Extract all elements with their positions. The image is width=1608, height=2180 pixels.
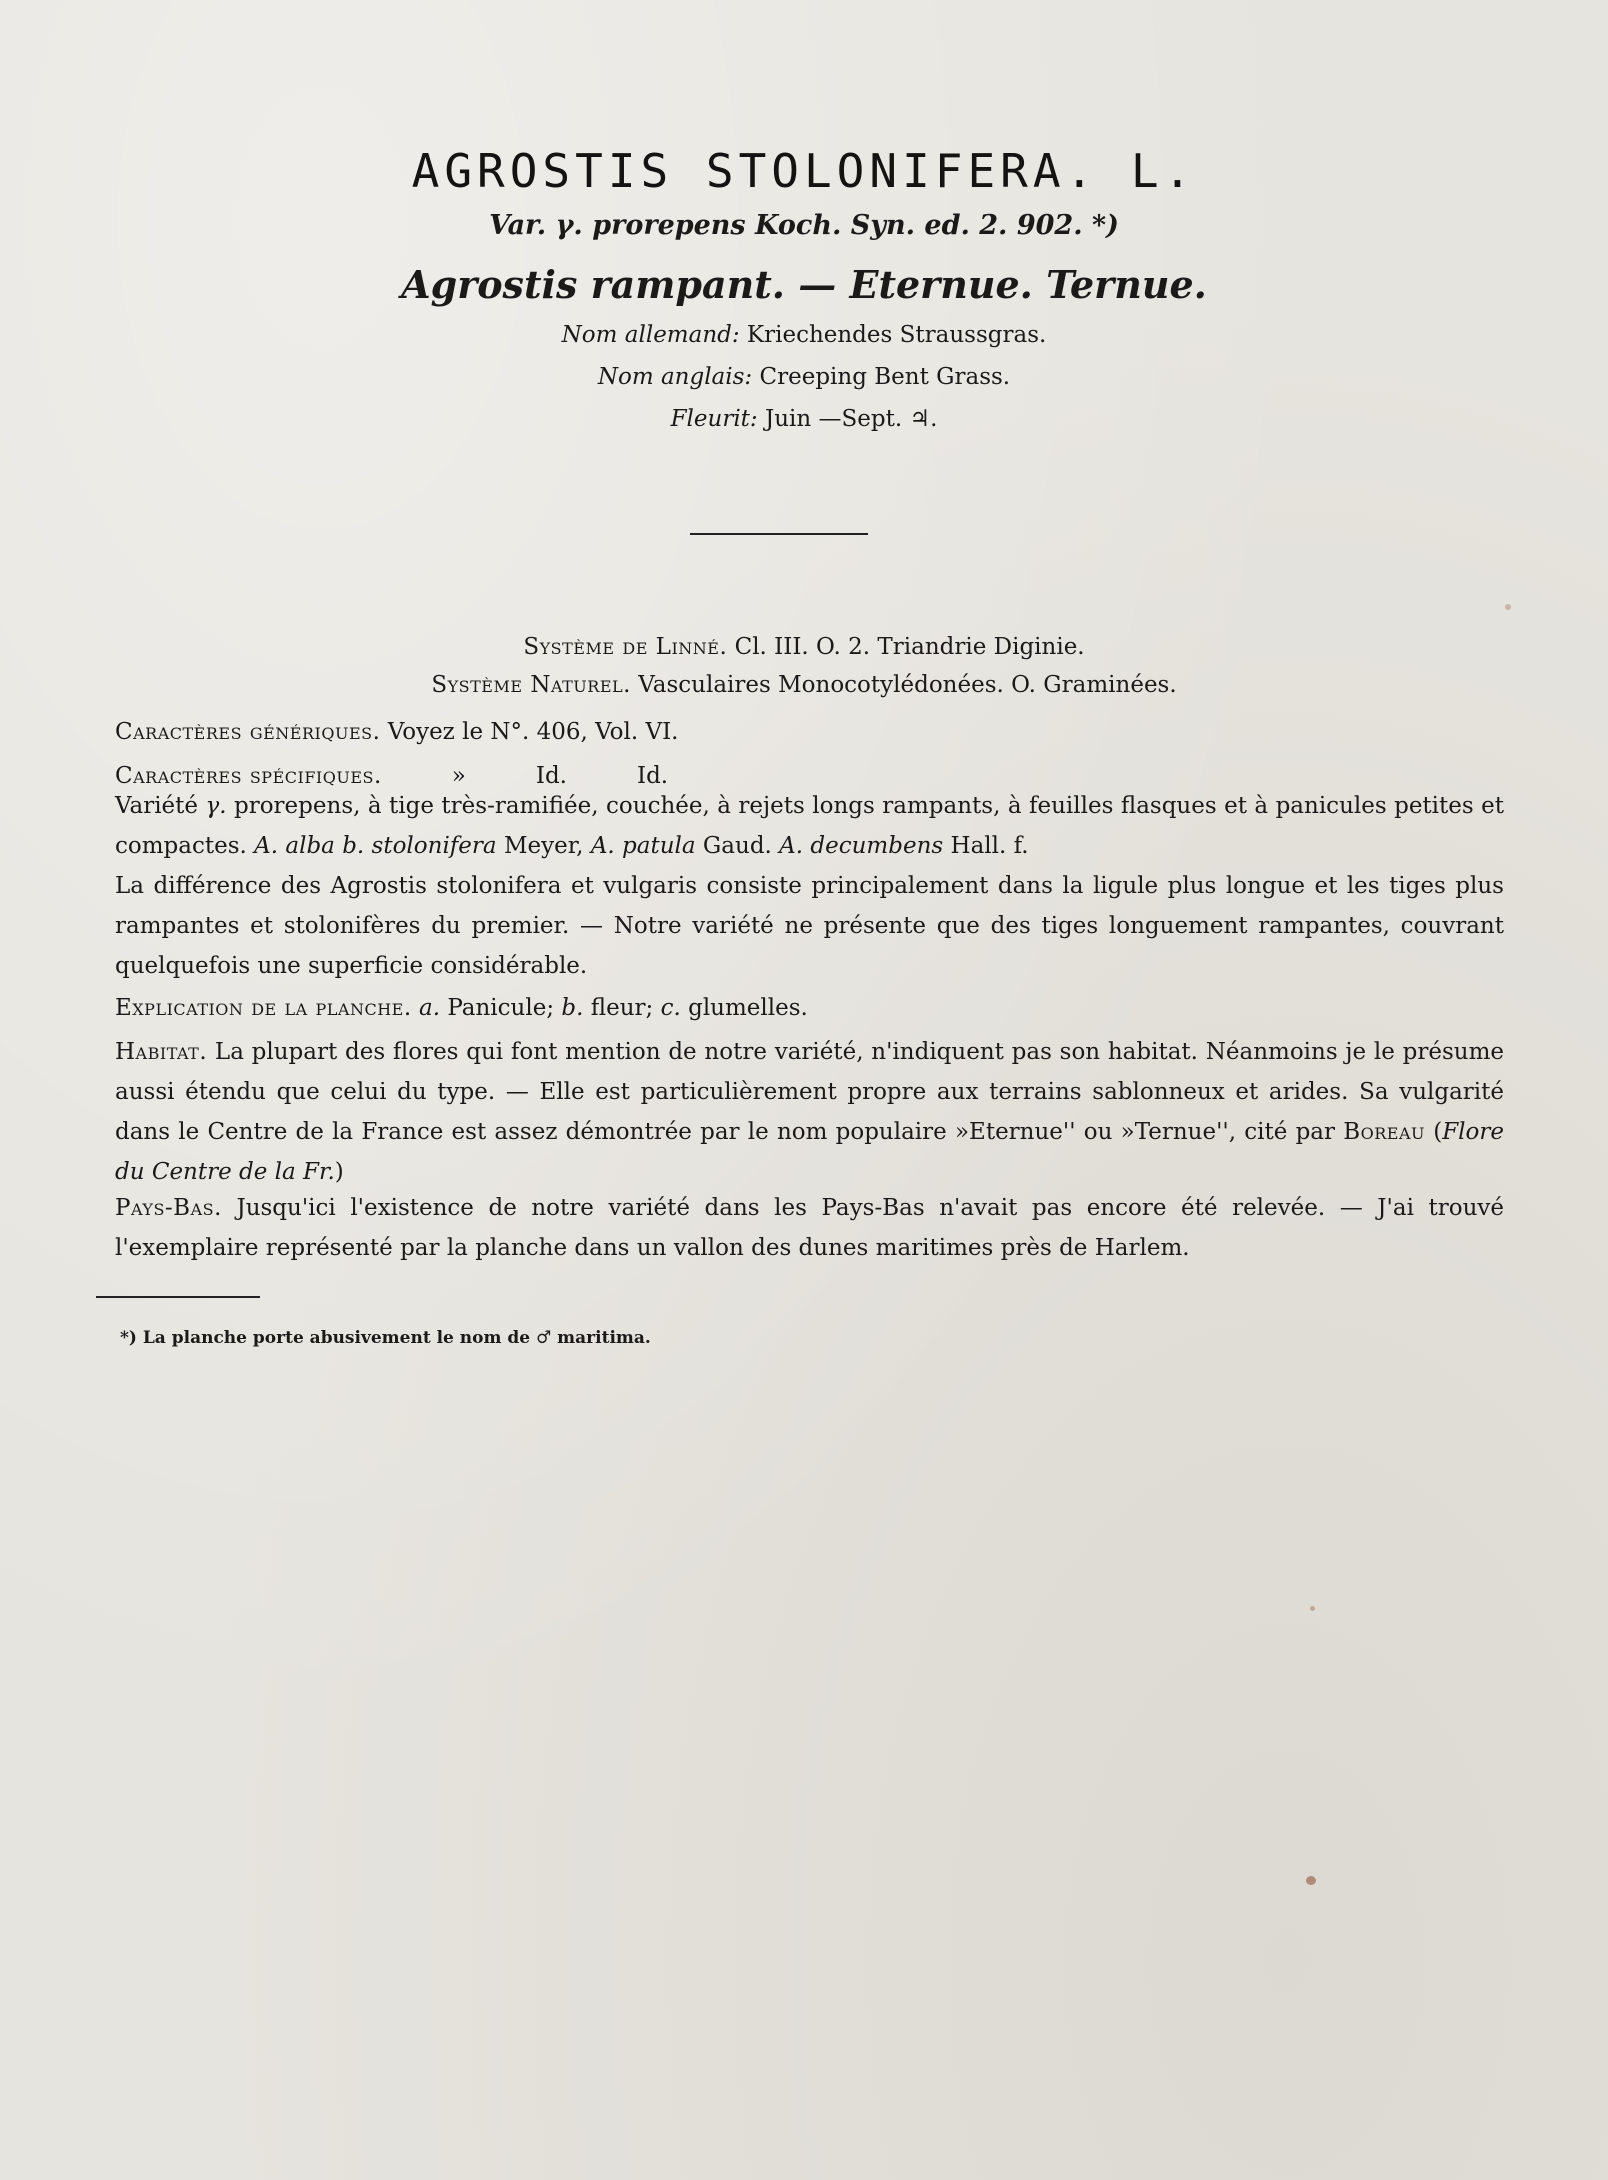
german-name-value: Kriechendes Straussgras.	[746, 322, 1047, 348]
variety-text-c: Meyer,	[496, 833, 591, 859]
footnote-divider	[96, 1296, 260, 1298]
plate-b-letter: b.	[561, 995, 584, 1021]
natural-system-line	[0, 672, 1608, 698]
plate-c-letter: c.	[660, 995, 681, 1021]
footnote: *) La planche porte abusivement le nom de ♂ maritima.	[120, 1328, 651, 1348]
flowering-label: Fleurit:	[670, 406, 758, 432]
habitat-author: Boreau	[1343, 1119, 1426, 1145]
plate-a-text: Panicule;	[440, 995, 562, 1021]
foxing-spot	[1306, 1876, 1316, 1885]
variety-patula: A. patula	[590, 833, 696, 859]
variety-gamma: γ.	[205, 793, 227, 819]
french-name: Agrostis rampant. — Eternue. Ternue.	[401, 262, 1207, 307]
habitat-paragraph: Habitat. La plupart des flores qui font mention de notre variété, n'indiquent pas son habitat. Néanmoins je le présume aussi étendu que celui du type. — Elle est particulièrement propre aux terrains sablonneux et arides. Sa vulgarité dans le Centre de la France est assez démontrée par le nom populaire »Eternue'' ou »Ternue'', cité par Boreau (Flore du Centre de la Fr.)	[115, 1039, 1504, 1185]
plate-c-text: glumelles.	[680, 995, 808, 1021]
plate-explanation-label: Explication de la planche.	[115, 995, 412, 1021]
linne-system-line	[0, 634, 1608, 660]
netherlands-label: Pays-Bas.	[115, 1195, 222, 1221]
natural-system-label: Système Naturel.	[431, 672, 631, 698]
specific-characters-id-2: Id.	[637, 763, 669, 789]
header-divider	[690, 533, 868, 535]
generic-characters-value: Voyez le N°. 406, Vol. VI.	[387, 719, 679, 745]
english-name-line	[0, 364, 1608, 390]
variety-text-d: Gaud.	[695, 833, 780, 859]
variety-decumbens: A. decumbens	[779, 833, 944, 859]
english-name-value: Creeping Bent Grass.	[759, 364, 1011, 390]
foxing-spot	[1505, 604, 1511, 610]
german-name-label: Nom allemand:	[561, 322, 740, 348]
foxing-spot	[1310, 1606, 1315, 1611]
difference-paragraph	[115, 866, 1504, 986]
variety-paragraph	[115, 786, 1504, 866]
variety-line: Var. γ. prorepens Koch. Syn. ed. 2. 902. *)	[489, 210, 1119, 241]
plate-explanation-paragraph	[115, 988, 1504, 1028]
english-name-label: Nom anglais:	[597, 364, 753, 390]
variety-text-b: prorepens, à tige très-ramifiée, couchée, à rejets longs rampants, à feuilles flasques et à panicules petites et compactes.	[115, 793, 1504, 859]
plate-a-letter: a.	[419, 995, 441, 1021]
netherlands-paragraph	[115, 1188, 1504, 1268]
variety-text-a: Variété	[115, 793, 206, 819]
specific-characters-id-1: Id.	[535, 763, 567, 789]
plate-b-text: fleur;	[583, 995, 661, 1021]
flowering-line	[0, 406, 1608, 432]
german-name-line	[0, 322, 1608, 348]
specific-characters-mark: »	[451, 763, 466, 789]
generic-characters-label: Caractères génériques.	[115, 719, 381, 745]
habitat-source: Flore du Centre de la Fr.	[115, 1119, 1504, 1185]
generic-characters-paragraph	[115, 712, 1504, 752]
linne-system-value: Cl. III. O. 2. Triandrie Diginie.	[734, 634, 1085, 660]
variety-alba: A. alba b. stolonifera	[254, 833, 497, 859]
natural-system-value: Vasculaires Monocotylédonées. O. Graminées.	[638, 672, 1177, 698]
netherlands-text: Jusqu'ici l'existence de notre variété dans les Pays-Bas n'avait pas encore été relevée. — J'ai trouvé l'exemplaire représenté par la planche dans un vallon des dunes maritimes près de Harlem.	[115, 1195, 1504, 1261]
specific-characters-label: Caractères spécifiques.	[115, 763, 382, 789]
habitat-label: Habitat.	[115, 1039, 208, 1065]
flowering-value: Juin —Sept. ♃.	[765, 406, 938, 432]
species-title: AGROSTIS STOLONIFERA. L.	[411, 144, 1197, 198]
linne-system-label: Système de Linné.	[523, 634, 728, 660]
variety-text-e: Hall. f.	[943, 833, 1029, 859]
habitat-text: La plupart des flores qui font mention de notre variété, n'indiquent pas son habitat. Néanmoins je le présume aussi étendu que celui du type. — Elle est particulièrement propre aux terrains sablonneux et arides. Sa vulgarité dans le Centre de la France est assez démontrée par le nom populaire »Eternue'' ou »Ternue'', cité par	[115, 1039, 1504, 1145]
difference-text: La différence des Agrostis stolonifera et vulgaris consiste principalement dans la ligule plus longue et les tiges plus rampantes et stolonifères du premier. — Notre variété ne présente que des tiges longuement rampantes, couvrant quelquefois une superficie considérable.	[115, 873, 1504, 979]
